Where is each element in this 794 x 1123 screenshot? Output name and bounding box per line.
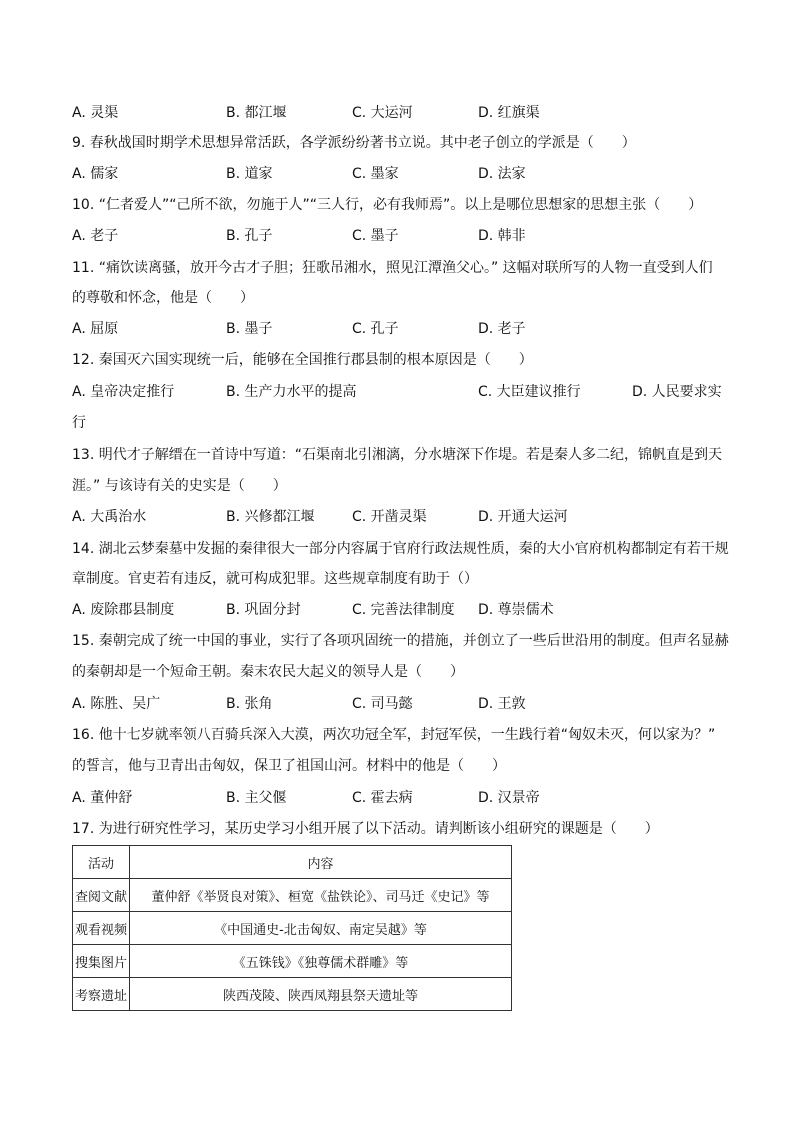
table-cell-activity: 查阅文献 xyxy=(73,879,130,912)
q9-option-b: B. 道家 xyxy=(226,166,273,182)
table-row xyxy=(73,945,512,978)
table-row xyxy=(73,879,512,912)
table-cell-activity: 考察遗址 xyxy=(73,978,130,1011)
q16-stem-line1: 16. 他十七岁就率领八百骑兵深入大漠，两次功冠全军，封冠军侯，一生践行着“匈奴未灭，何以家为？” xyxy=(72,727,716,743)
table-header-activity: 活动 xyxy=(73,846,130,879)
q15-option-a: A. 陈胜、吴广 xyxy=(72,696,161,712)
table-cell-content: 《五铢钱》《独尊儒术群雕》等 xyxy=(130,945,512,978)
q17-stem: 17. 为进行研究性学习，某历史学习小组开展了以下活动。请判断该小组研究的课题是（ ） xyxy=(72,821,659,837)
q12-option-c: C. 大臣建议推行 xyxy=(478,384,581,400)
table-cell-activity: 观看视频 xyxy=(73,912,130,945)
q15-option-d: D. 王敦 xyxy=(478,696,526,712)
q11-stem-line1: 11. “痛饮读离骚，放开今古才子胆；狂歌吊湘水，照见江潭渔父心。” 这幅对联所写的人物一直受到人们 xyxy=(72,260,713,276)
q16-option-d: D. 汉景帝 xyxy=(478,790,540,806)
q15-option-c: C. 司马懿 xyxy=(352,696,413,712)
q15-stem-line1: 15. 秦朝完成了统一中国的事业，实行了各项巩固统一的措施，并创立了一些后世沿用的制度。但声名显赫 xyxy=(72,633,729,649)
q11-option-d: D. 老子 xyxy=(478,321,526,337)
table-cell-content: 陕西茂陵、陕西凤翔县祭天遗址等 xyxy=(130,978,512,1011)
q14-stem-line2: 章制度。官吏若有违反，就可构成犯罪。这些规章制度有助于（） xyxy=(72,571,478,587)
q12-option-a: A. 皇帝决定推行 xyxy=(72,384,175,400)
q10-stem: 10. “仁者爱人”“己所不欲，勿施于人”“三人行，必有我师焉”。以上是哪位思想家的思想主张（ ） xyxy=(72,197,703,213)
q15-option-b: B. 张角 xyxy=(226,696,273,712)
q14-option-a: A. 废除郡县制度 xyxy=(72,602,175,618)
q16-option-b: B. 主父偃 xyxy=(226,790,287,806)
q8-option-b: B. 都江堰 xyxy=(226,105,287,121)
q11-option-a: A. 屈原 xyxy=(72,321,119,337)
q8-option-a: A. 灵渠 xyxy=(72,105,119,121)
q12-option-d-wrap: 行 xyxy=(72,415,86,431)
q13-stem-line1: 13. 明代才子解缙在一首诗中写道：“石渠南北引湘漓，分水塘深下作堤。若是秦人多二纪，锦帆直是到天 xyxy=(72,447,722,463)
q15-stem-line2: 的秦朝却是一个短命王朝。秦末农民大起义的领导人是（ ） xyxy=(72,664,464,680)
q16-option-c: C. 霍去病 xyxy=(352,790,413,806)
table-cell-content: 董仲舒《举贤良对策》、桓宽《盐铁论》、司马迁《史记》等 xyxy=(130,879,512,912)
table-row xyxy=(73,978,512,1011)
q8-option-d: D. 红旗渠 xyxy=(478,105,540,121)
table-cell-activity: 搜集图片 xyxy=(73,945,130,978)
q9-option-d: D. 法家 xyxy=(478,166,526,182)
q13-option-a: A. 大禹治水 xyxy=(72,509,147,525)
q12-option-b: B. 生产力水平的提高 xyxy=(226,384,357,400)
table-header-content: 内容 xyxy=(130,846,512,879)
q10-option-a: A. 老子 xyxy=(72,228,119,244)
q13-option-d: D. 开通大运河 xyxy=(478,509,568,525)
q13-option-c: C. 开凿灵渠 xyxy=(352,509,427,525)
table-header-row xyxy=(73,846,512,879)
q14-stem-line1: 14. 湖北云梦秦墓中发掘的秦律很大一部分内容属于官府行政法规性质，秦的大小官府机构都制定有若干规 xyxy=(72,541,729,557)
q11-option-c: C. 孔子 xyxy=(352,321,399,337)
q12-option-d: D. 人民要求实 xyxy=(632,384,722,400)
q13-option-b: B. 兴修都江堰 xyxy=(226,509,315,525)
q10-option-c: C. 墨子 xyxy=(352,228,399,244)
q8-option-c: C. 大运河 xyxy=(352,105,413,121)
q17-activity-table xyxy=(72,845,512,1011)
table-cell-content: 《中国通史-北击匈奴、南定吴越》等 xyxy=(130,912,512,945)
table-row xyxy=(73,912,512,945)
q14-option-c: C. 完善法律制度 xyxy=(352,602,455,618)
q10-option-d: D. 韩非 xyxy=(478,228,526,244)
q10-option-b: B. 孔子 xyxy=(226,228,273,244)
q9-option-c: C. 墨家 xyxy=(352,166,399,182)
q14-option-b: B. 巩固分封 xyxy=(226,602,301,618)
q9-option-a: A. 儒家 xyxy=(72,166,119,182)
q11-stem-line2: 的尊敬和怀念，他是（ ） xyxy=(72,290,254,306)
q9-stem: 9. 春秋战国时期学术思想异常活跃，各学派纷纷著书立说。其中老子创立的学派是（ ） xyxy=(72,135,636,151)
q16-stem-line2: 的誓言，他与卫青出击匈奴，保卫了祖国山河。材料中的他是（ ） xyxy=(72,758,506,774)
q16-option-a: A. 董仲舒 xyxy=(72,790,133,806)
q14-option-d: D. 尊崇儒术 xyxy=(478,602,554,618)
q11-option-b: B. 墨子 xyxy=(226,321,273,337)
q12-stem: 12. 秦国灭六国实现统一后，能够在全国推行郡县制的根本原因是（ ） xyxy=(72,352,533,368)
q13-stem-line2: 涯。” 与该诗有关的史实是（ ） xyxy=(72,478,287,494)
